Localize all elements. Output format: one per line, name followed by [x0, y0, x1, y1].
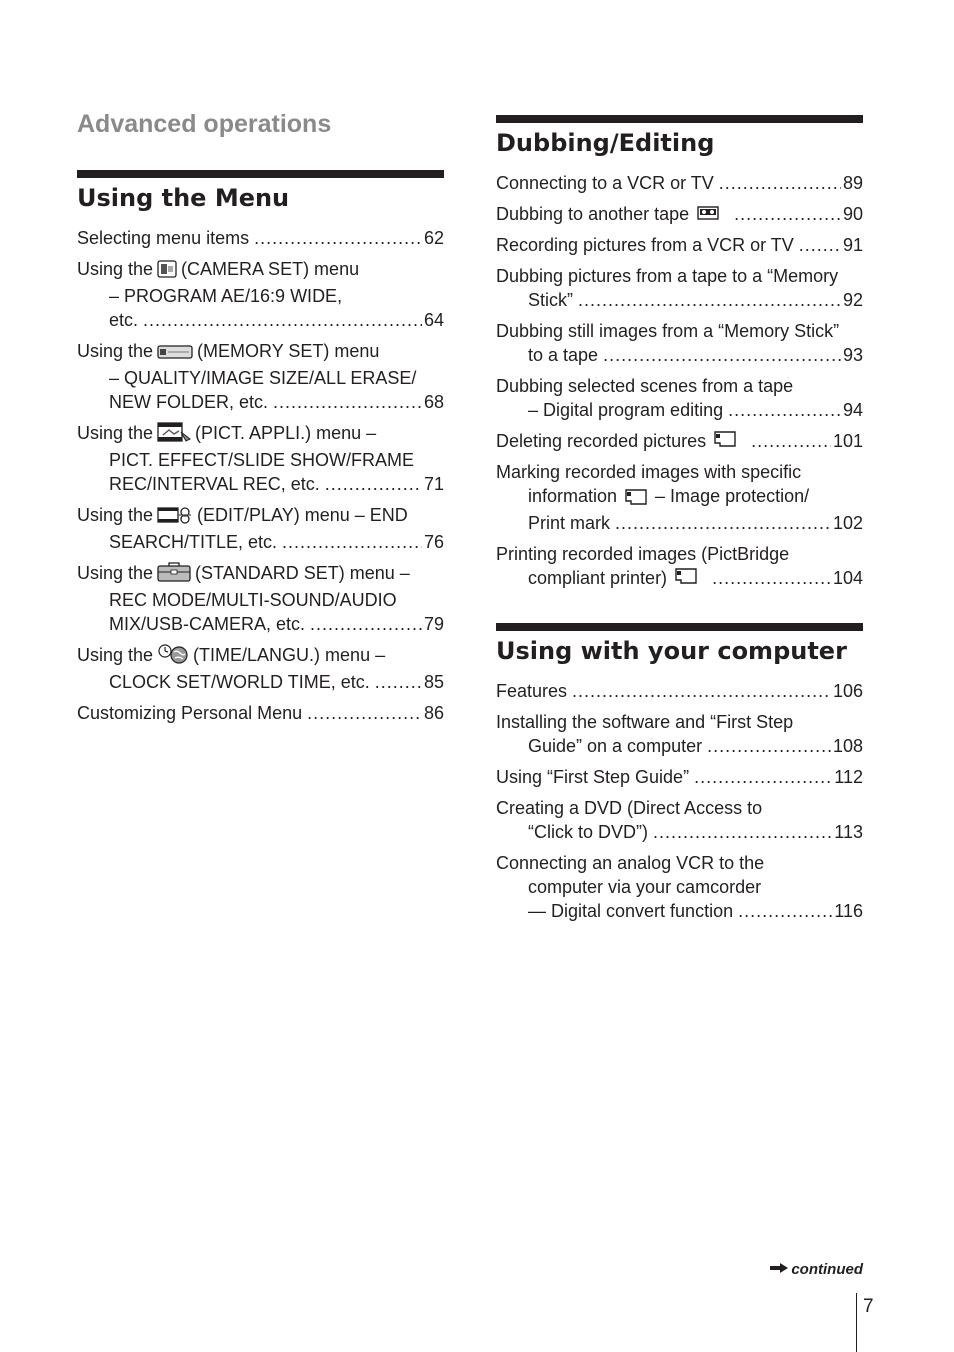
- section-title: Using with your computer: [496, 637, 847, 665]
- section-title: Dubbing/Editing: [496, 129, 715, 157]
- edit-play-icon: [157, 506, 193, 530]
- page-number-rule: [856, 1293, 857, 1352]
- toc-entry-standard-set[interactable]: Using the (STANDARD SET) menu – REC MODE/MULTI-SOUND/AUDIO MIX/USB-CAMERA, etc. ..... 79: [77, 561, 444, 636]
- standard-set-icon: [157, 562, 191, 588]
- part-title: Advanced operations: [77, 110, 332, 138]
- toc-entry-dubbing-selected-scenes[interactable]: Dubbing selected scenes from a tape – Digital program editing ..... 94: [496, 374, 863, 422]
- continued-label: continued: [791, 1261, 863, 1278]
- toc-entry-features[interactable]: Features ..... 106: [496, 679, 863, 703]
- toc-entry-deleting-recorded-pictures[interactable]: Deleting recorded pictures ..... 101: [496, 429, 863, 453]
- left-column: [77, 108, 444, 732]
- toc-entry-marking-recorded-images[interactable]: Marking recorded images with specific information – Image protection/ Print mark ..... 102: [496, 460, 863, 535]
- toc-entry-using-first-step-guide[interactable]: Using “First Step Guide” ..... 112: [496, 765, 863, 789]
- memory-stick-icon: [625, 487, 647, 511]
- memory-stick-icon: [714, 429, 736, 453]
- toc-entry-customizing-personal-menu[interactable]: Customizing Personal Menu ..... 86: [77, 701, 444, 725]
- right-column: [496, 115, 863, 930]
- toc-entry-connecting-analog-vcr[interactable]: Connecting an analog VCR to the computer via your camcorder — Digital convert function ..... 116: [496, 851, 863, 923]
- toc-entry-memory-set[interactable]: Using the (MEMORY SET) menu – QUALITY/IMAGE SIZE/ALL ERASE/ NEW FOLDER, etc. ..... 68: [77, 339, 444, 414]
- continued-indicator: [769, 1261, 863, 1278]
- section-using-with-computer: [496, 623, 863, 923]
- tape-icon: [697, 202, 719, 226]
- toc-entry-time-langu[interactable]: Using the (TIME/LANGU.) menu – CLOCK SET/WORLD TIME, etc. ..... 85: [77, 643, 444, 694]
- toc-entry-selecting-menu-items[interactable]: Selecting menu items ..... 62: [77, 226, 444, 250]
- arrow-right-icon: [769, 1261, 789, 1278]
- section-using-the-menu: [77, 170, 444, 725]
- toc-entry-dubbing-tape-to-memory-stick[interactable]: Dubbing pictures from a tape to a “Memory Stick” ..... 92: [496, 264, 863, 312]
- section-title: Using the Menu: [77, 184, 290, 212]
- time-langu-icon: [157, 644, 189, 670]
- section-dubbing-editing: [496, 115, 863, 590]
- memory-stick-icon: [675, 566, 697, 590]
- toc-entry-dubbing-another-tape[interactable]: Dubbing to another tape ..... 90: [496, 202, 863, 226]
- memory-set-icon: [157, 342, 193, 366]
- toc-entry-pict-appli[interactable]: Using the (PICT. APPLI.) menu – PICT. EFFECT/SLIDE SHOW/FRAME REC/INTERVAL REC, etc. ..... 71: [77, 421, 444, 496]
- toc-entry-dubbing-still-images[interactable]: Dubbing still images from a “Memory Stick” to a tape ..... 93: [496, 319, 863, 367]
- toc-entry-camera-set[interactable]: Using the (CAMERA SET) menu – PROGRAM AE/16:9 WIDE, etc. ..... 64: [77, 257, 444, 332]
- toc-entry-printing-recorded-images[interactable]: Printing recorded images (PictBridge compliant printer) ..... 104: [496, 542, 863, 590]
- pict-appli-icon: [157, 422, 191, 448]
- toc-entry-connecting-vcr-tv[interactable]: Connecting to a VCR or TV ..... 89: [496, 171, 863, 195]
- toc-entry-recording-from-vcr-tv[interactable]: Recording pictures from a VCR or TV ..... 91: [496, 233, 863, 257]
- camera-set-icon: [157, 260, 177, 284]
- toc-entry-creating-dvd[interactable]: Creating a DVD (Direct Access to “Click to DVD”) ..... 113: [496, 796, 863, 844]
- page-number: 7: [863, 1296, 874, 1317]
- toc-entry-edit-play[interactable]: Using the (EDIT/PLAY) menu – END SEARCH/TITLE, etc. ..... 76: [77, 503, 444, 554]
- toc-entry-installing-software[interactable]: Installing the software and “First Step Guide” on a computer ..... 108: [496, 710, 863, 758]
